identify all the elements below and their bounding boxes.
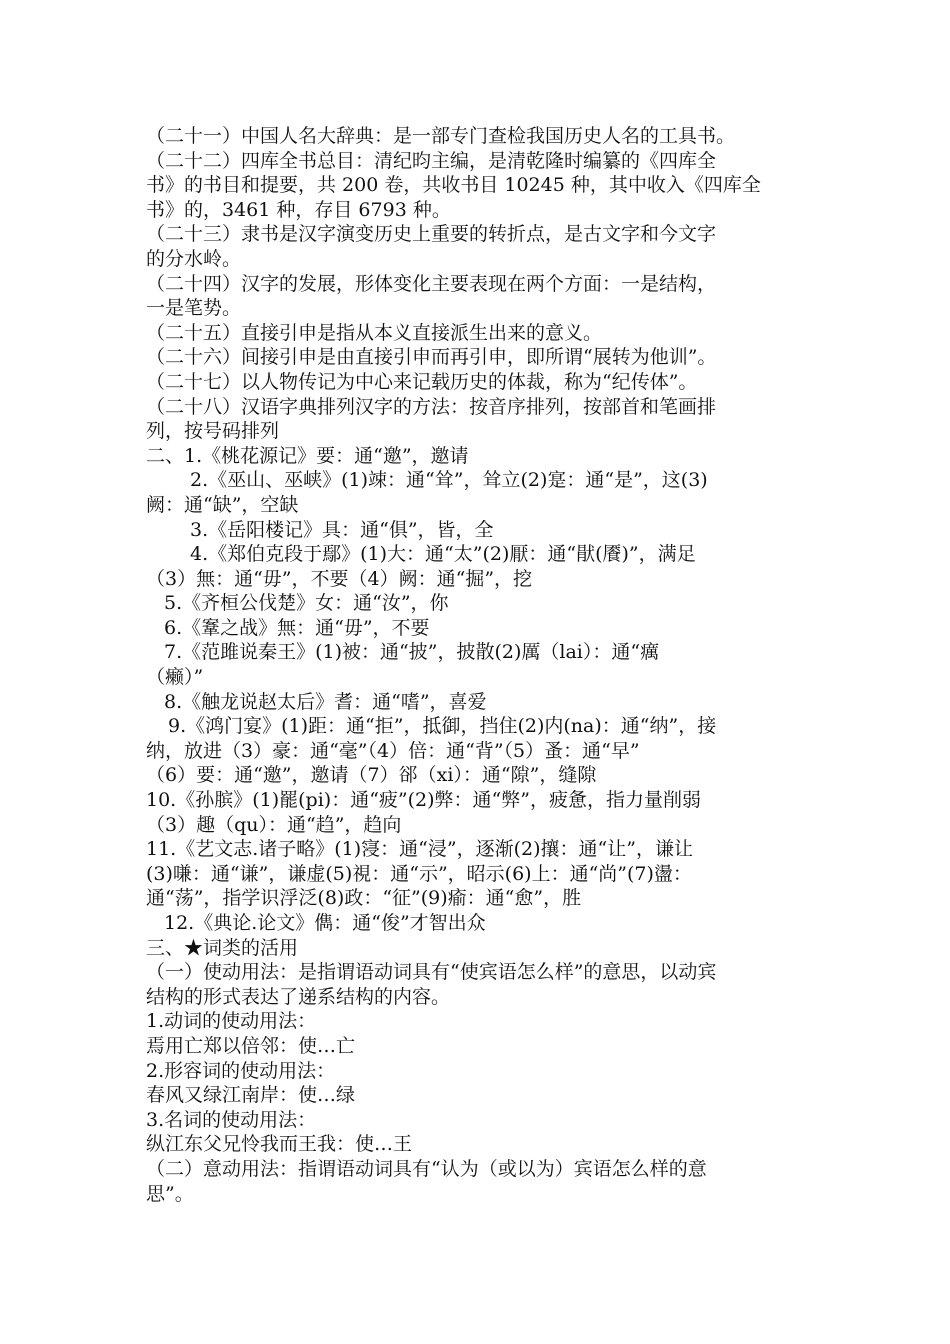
- text-line: （二十一）中国人名大辞典：是一部专门查检我国历史人名的工具书。: [146, 125, 736, 147]
- text-line: 纳，放进（3）豪：通“毫”（4）倍：通“背”（5）蚤：通“早”: [146, 739, 640, 762]
- list-item: 8.《触龙说赵太后》耆：通“嗜”，喜爱: [164, 690, 487, 713]
- text-line: （二）意动用法：指谓语动词具有“认为（或以为）宾语怎么样的意: [146, 1157, 707, 1180]
- text-line: 列，按号码排列: [146, 420, 280, 443]
- text-line: （癞）”: [146, 666, 204, 689]
- text-line: 通“荡”，指学识浮泛(8)政：“征”(9)瘉：通“愈”，胜: [146, 887, 582, 910]
- list-item: 9.《鸿门宴》(1)距：通“拒”，抵御，挡住(2)内(na)：通“纳”，接: [168, 715, 717, 738]
- subheading: 2.形容词的使动用法：: [146, 1059, 336, 1082]
- text-line: 结构的形式表达了递系结构的内容。: [146, 985, 451, 1008]
- text-line: （3）無：通“毋”，不要（4）阙：通“掘”，挖: [146, 567, 533, 590]
- text-line: （一）使动用法：是指谓语动词具有“使宾语怎么样”的意思，以动宾: [146, 961, 717, 984]
- text-line: 阙：通“缺”，空缺: [146, 493, 299, 516]
- example-line: 春风又绿江南岸：使…绿: [146, 1084, 356, 1107]
- text-line: （二十五）直接引申是指从本义直接派生出来的意义。: [146, 321, 603, 344]
- text-line: 书》的，3461 种，存目 6793 种。: [146, 198, 451, 221]
- subheading: 3.名词的使动用法：: [146, 1108, 317, 1131]
- list-item: 5.《齐桓公伐楚》女：通“汝”，你: [164, 592, 449, 615]
- list-item: 11.《艺文志.诸子略》(1)寖：通“浸”，逐渐(2)攘：通“让”，谦让: [146, 838, 693, 861]
- list-item: 12.《典论.论文》儁：通“俊”才智出众: [164, 912, 486, 934]
- text-line: （3）趣（qu）：通“趋”，趋向: [146, 813, 402, 836]
- text-line: （二十三）隶书是汉字演变历史上重要的转折点，是古文字和今文字: [146, 223, 717, 246]
- list-item: 6.《鞌之战》無：通“毋”，不要: [164, 616, 430, 639]
- text-line: 的分水岭。: [146, 247, 242, 270]
- text-line: （二十六）间接引申是由直接引申而再引申，即所谓“展转为他训”。: [146, 346, 717, 369]
- text-line: 思”。: [146, 1182, 194, 1205]
- text-line: 一是笔势。: [146, 297, 242, 320]
- list-item: 10.《孙膑》(1)罷(pi)：通“疲”(2)弊：通“弊”，疲惫，指力量削弱: [146, 789, 701, 812]
- text-line: （二十八）汉语字典排列汉字的方法：按音序排列，按部首和笔画排: [146, 395, 717, 418]
- example-line: 纵江东父兄怜我而王我：使…王: [146, 1133, 413, 1156]
- section-heading: 三、★词类的活用: [146, 936, 299, 959]
- list-item: 3.《岳阳楼记》具：通“俱”，皆，全: [190, 518, 494, 541]
- text-line: (3)嗛：通“谦”，谦虚(5)視：通“示”，昭示(6)上：通“尚”(7)盪：: [146, 862, 692, 885]
- text-line: （6）要：通“邀”，邀请（7）郤（xi）：通“隙”，缝隙: [146, 764, 597, 787]
- subheading: 1.动词的使动用法：: [146, 1010, 317, 1033]
- section-heading: 二、1.《桃花源记》要：通“邀”，邀请: [146, 444, 469, 467]
- example-line: 焉用亡郑以倍邻：使…亡: [146, 1034, 356, 1057]
- list-item: 4.《郑伯克段于鄢》(1)大：通“太”(2)厭：通“猒(餍)”，满足: [190, 543, 696, 566]
- list-item: 7.《范雎说秦王》(1)被：通“披”，披散(2)厲（lai）：通“癘: [164, 641, 660, 664]
- document-body: [146, 124, 814, 1206]
- list-item: 2.《巫山、巫峡》(1)竦：通“耸”，耸立(2)寔：通“是”，这(3): [190, 469, 708, 492]
- text-line: （二十七）以人物传记为中心来记载历史的体裁，称为“纪传体”。: [146, 370, 698, 393]
- text-line: （二十四）汉字的发展，形体变化主要表现在两个方面：一是结构，: [146, 272, 717, 295]
- text-line: （二十二）四库全书总目：清纪昀主编，是清乾隆时编纂的《四库全: [146, 149, 717, 172]
- text-line: 书》的书目和提要，共 200 卷，共收书目 10245 种，其中收入《四库全: [146, 174, 761, 197]
